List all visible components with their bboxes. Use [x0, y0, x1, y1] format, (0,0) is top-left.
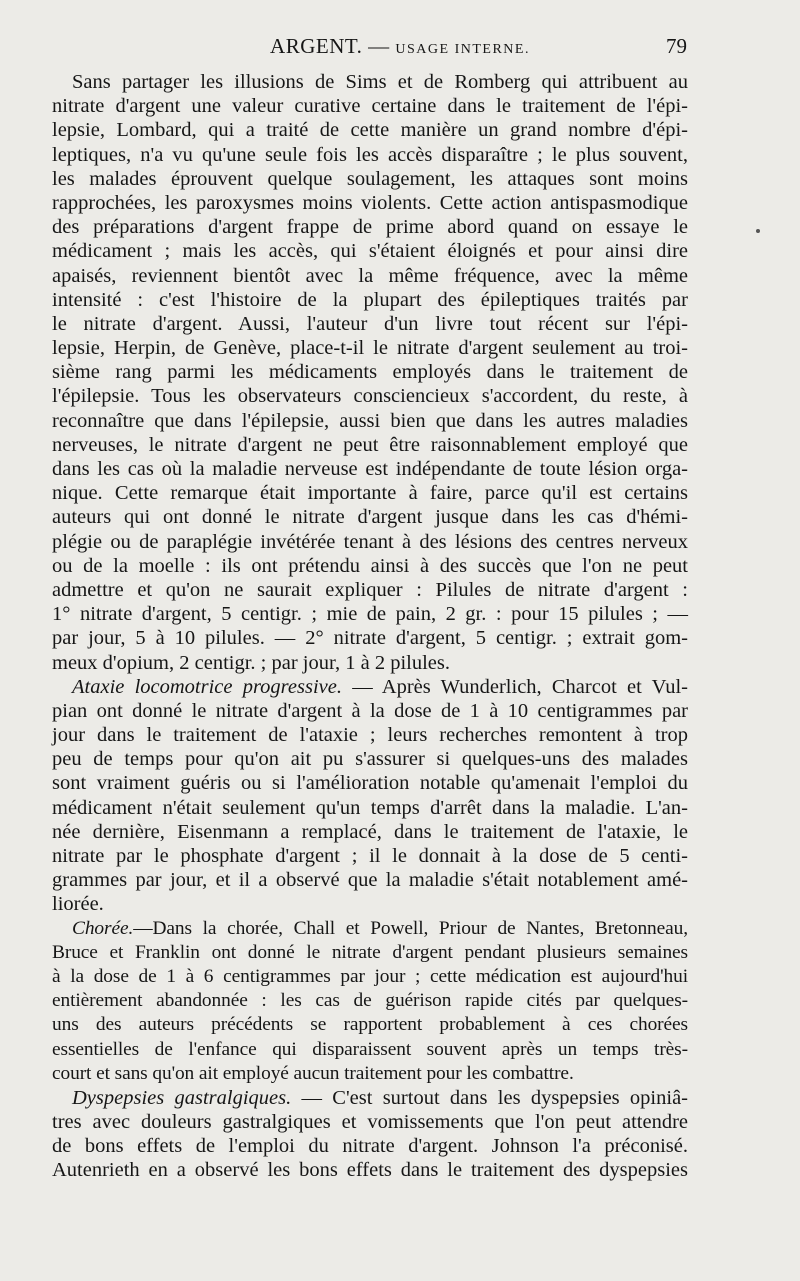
line-text: meux d'opium, 2 centigr. ; par jour, 1 à 2 pilules. [52, 651, 450, 674]
line-text: admettre et qu'on ne saurait expliquer : Pilules de nitrate d'argent : [52, 578, 688, 601]
text-line [52, 868, 688, 892]
line-text: uns des auteurs précédents se rapportent probablement à ces chorées [52, 1014, 688, 1036]
text-line [52, 336, 688, 360]
line-text: lepsie, Herpin, de Genève, place-t-il le nitrate d'argent seulement au troi- [52, 337, 688, 360]
text-line [52, 457, 688, 481]
line-text: — C'est surtout dans les dyspepsies opiniâ- [291, 1086, 688, 1109]
text-line [52, 1013, 688, 1037]
text-line [52, 409, 688, 433]
line-text: apaisés, reviennent bientôt avec la même fréquence, avec la même [52, 264, 688, 287]
running-title-separator: — [368, 34, 390, 58]
line-text: entièrement abandonnée : les cas de guérison rapide cités par quelques- [52, 990, 688, 1012]
text-line [52, 723, 688, 747]
line-text: 1° nitrate d'argent, 5 centigr. ; mie de pain, 2 gr. : pour 15 pilules ; — [52, 603, 688, 626]
line-text: peu de temps pour qu'on ait pu s'assurer si quelques-uns des malades [52, 748, 688, 771]
text-line [52, 771, 688, 795]
line-text: née dernière, Eisenmann a remplacé, dans le traitement de l'ataxie, le [52, 820, 688, 843]
line-text: plégie ou de paraplégie invétérée tenant à des lésions des centres nerveux [52, 530, 688, 553]
text-line [52, 1038, 688, 1062]
text-line [52, 699, 688, 723]
line-text: nerveuses, le nitrate d'argent ne peut être raisonnablement employé que [52, 433, 688, 456]
line-text: leptiques, n'a vu qu'une seule fois les accès disparaître ; le plus souvent, [52, 143, 688, 166]
line-text: à la dose de 1 à 6 centigrammes par jour ; cette médication est aujourd'hui [52, 965, 688, 987]
text-line [52, 384, 688, 408]
text-line [52, 965, 688, 989]
line-text: court et sans qu'on ait employé aucun traitement pour les combattre. [52, 1062, 574, 1084]
line-text: —Dans la chorée, Chall et Powell, Priour de Nantes, Bretonneau, [133, 917, 688, 939]
section-heading: Ataxie locomotrice progressive. [72, 675, 342, 698]
text-line [52, 892, 688, 916]
line-text: reconnaître que dans l'épilepsie, aussi bien que dans les autres maladies [52, 409, 688, 432]
body-text [52, 70, 688, 1183]
text-line [52, 70, 688, 94]
running-title-main: ARGENT. [270, 34, 363, 58]
text-line [52, 796, 688, 820]
line-text: pian ont donné le nitrate d'argent à la dose de 1 à 10 centigrammes par [52, 699, 688, 722]
text-line [52, 651, 688, 675]
line-text: dans les cas où la maladie nerveuse est indépendante de toute lésion orga- [52, 458, 688, 480]
text-line [52, 917, 688, 941]
line-text: ou de la moelle : ils ont prétendu ainsi à des succès que l'on ne peut [52, 554, 688, 577]
text-line [52, 360, 688, 384]
line-text: nitrate d'argent une valeur curative certaine dans le traitement de l'épi- [52, 95, 688, 118]
text-line [52, 554, 688, 578]
text-line [52, 1062, 688, 1086]
line-text: nique. Cette remarque était importante à faire, parce qu'il est certains [52, 482, 688, 505]
text-line [52, 167, 688, 191]
line-text: — Après Wunderlich, Charcot et Vul- [341, 675, 688, 698]
line-text: le nitrate d'argent. Aussi, l'auteur d'un livre tout récent sur l'épi- [52, 312, 688, 335]
line-text: sième rang parmi les médicaments employés dans le traitement de [52, 361, 688, 384]
text-line [52, 989, 688, 1013]
text-line [52, 143, 688, 167]
line-text: Bruce et Franklin ont donné le nitrate d'argent pendant plusieurs semaines [52, 941, 688, 963]
line-text: l'épilepsie. Tous les observateurs consciencieux s'accordent, du reste, à [52, 385, 688, 408]
text-line [52, 481, 688, 505]
line-text: nitrate par le phosphate d'argent ; il le donnait à la dose de 5 centi- [52, 845, 688, 867]
text-line [52, 626, 688, 650]
text-line [52, 530, 688, 554]
page-number: 79 [666, 34, 687, 58]
text-line [52, 578, 688, 602]
line-text: auteurs qui ont donné le nitrate d'argent jusque dans les cas d'hémi- [52, 506, 688, 529]
line-text: sont vraiment guéris ou si l'amélioration notable qu'amenait l'emploi du [52, 772, 688, 795]
line-text: essentielles de l'enfance qui disparaissent souvent après un temps très- [52, 1038, 688, 1060]
line-text: des préparations d'argent frappe de prime abord quand on essaye le [52, 216, 688, 239]
text-line [52, 191, 688, 215]
line-text: grammes par jour, et il a observé que la maladie s'était notablement amé- [52, 869, 688, 892]
text-line [52, 264, 688, 288]
line-text: par jour, 5 à 10 pilules. — 2° nitrate d'argent, 5 centigr. ; extrait gom- [52, 627, 688, 650]
scan-speck [756, 229, 760, 233]
text-line [52, 288, 688, 312]
text-line [52, 747, 688, 771]
line-text: liorée. [52, 893, 104, 916]
section-heading: Chorée. [72, 917, 134, 939]
text-line [52, 1086, 688, 1110]
text-line [52, 844, 688, 868]
line-text: médicament n'était seulement qu'un temps d'arrêt dans la maladie. L'an- [52, 796, 688, 819]
line-text: intensité : c'est l'histoire de la plupart des épileptiques traités par [52, 288, 688, 311]
text-line [52, 1110, 688, 1134]
text-line [52, 118, 688, 142]
line-text: les malades éprouvent quelque soulagement, les attaques sont moins [52, 167, 688, 190]
text-line [52, 215, 688, 239]
text-line [52, 1134, 688, 1158]
text-line [52, 433, 688, 457]
line-text: jour dans le traitement de l'ataxie ; leurs recherches remontent à trop [52, 724, 688, 747]
line-text: Autenrieth en a observé les bons effets dans le traitement des dyspepsies [52, 1159, 688, 1182]
section-heading: Dyspepsies gastralgiques. [72, 1086, 292, 1109]
running-title-sub: USAGE INTERNE. [395, 42, 530, 57]
line-text: Sans partager les illusions de Sims et de Romberg qui attribuent au [72, 71, 688, 93]
line-text: tres avec douleurs gastralgiques et vomissements que l'on peut attendre [52, 1111, 688, 1134]
line-text: lepsie, Lombard, qui a traité de cette manière un grand nombre d'épi- [52, 119, 688, 142]
text-line [52, 239, 688, 263]
text-line [52, 675, 688, 699]
line-text: rapprochées, les paroxysmes moins violents. Cette action antispasmodique [52, 191, 688, 214]
running-header [0, 30, 800, 60]
text-line [52, 1158, 688, 1182]
text-line [52, 312, 688, 336]
line-text: de bons effets de l'emploi du nitrate d'argent. Johnson l'a préconisé. [52, 1135, 688, 1158]
text-line [52, 602, 688, 626]
text-line [52, 94, 688, 118]
line-text: médicament ; mais les accès, qui s'étaient éloignés et pour ainsi dire [52, 240, 688, 263]
text-line [52, 505, 688, 529]
text-line [52, 941, 688, 965]
text-line [52, 820, 688, 844]
